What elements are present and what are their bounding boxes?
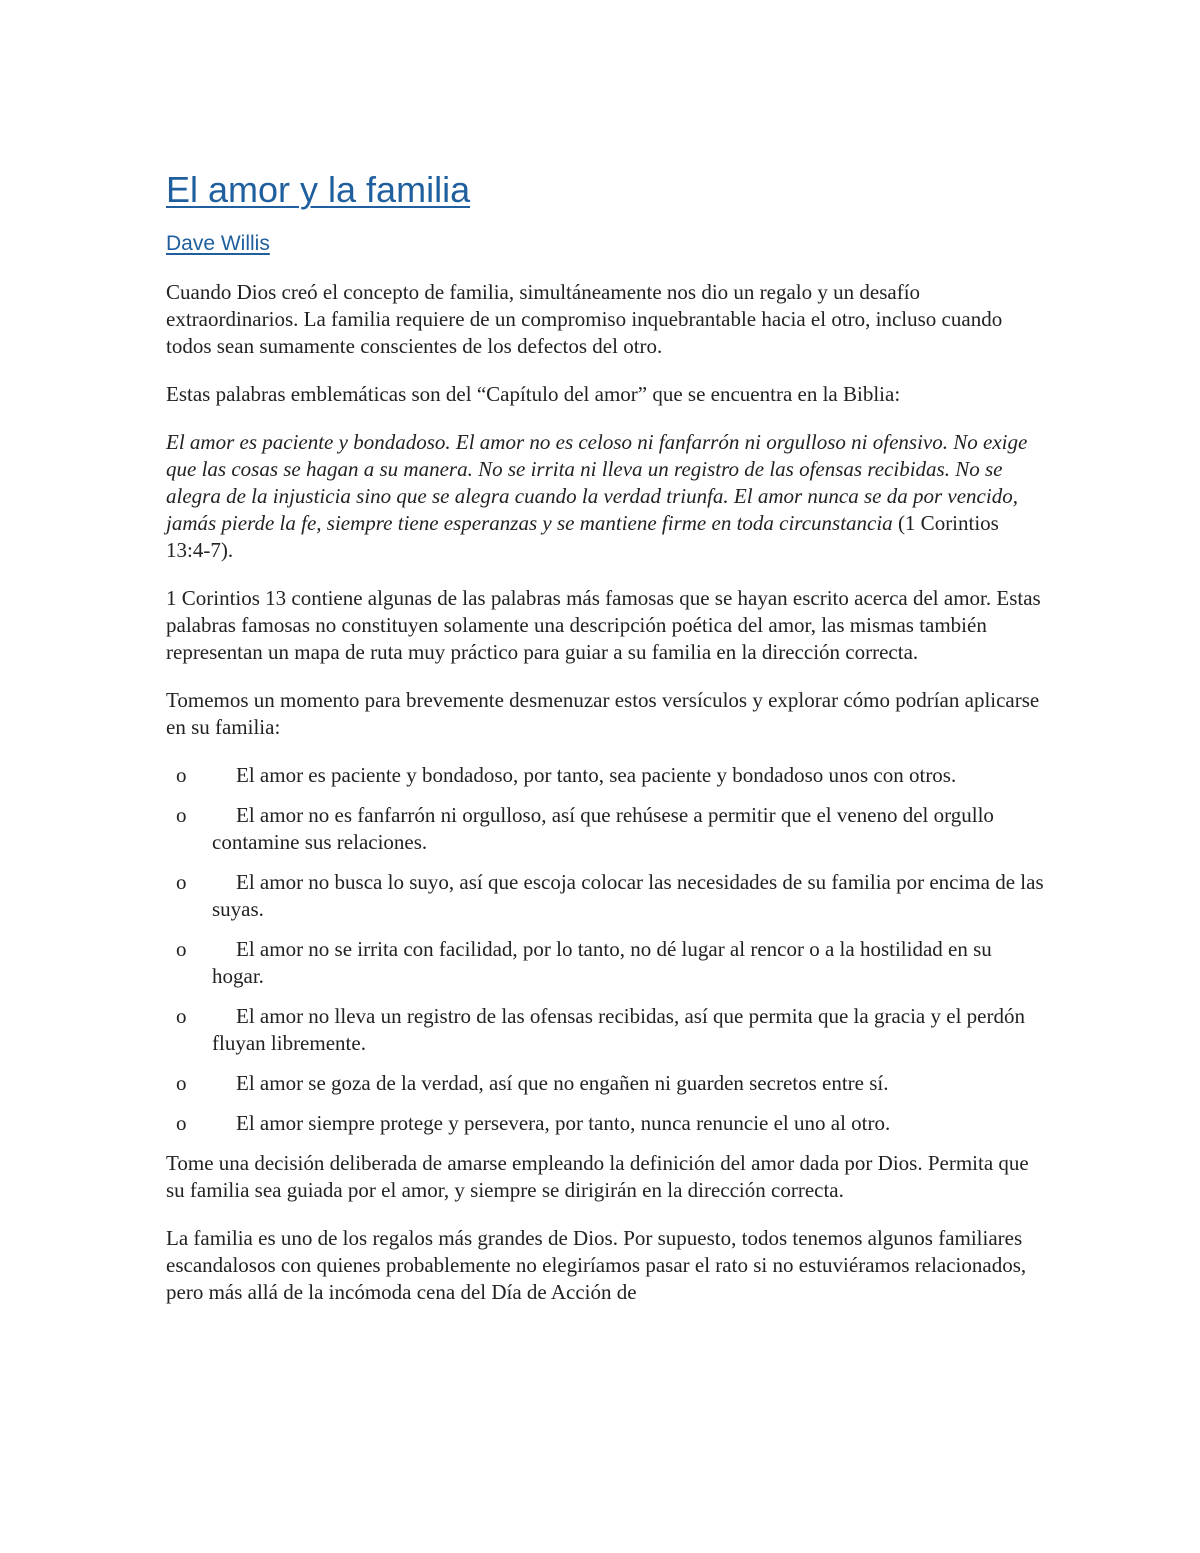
bible-quote-reference: (1 Corintios 13:4-7).: [166, 511, 999, 562]
bullet-icon: o: [176, 1004, 187, 1028]
author-link[interactable]: Dave Willis: [166, 232, 270, 255]
list-item: [166, 762, 1046, 789]
paragraph-verses-intro: Tomemos un momento para brevemente desmenuzar estos versículos y explorar cómo podrían aplicarse en su familia:: [166, 688, 1040, 739]
bullet-icon: o: [176, 1071, 187, 1095]
paragraph-decision: Tome una decisión deliberada de amarse empleando la definición del amor dada por Dios. Permita que su familia sea guiada por el amor, y siempre se dirigirán en la dirección correcta.: [166, 1151, 1029, 1202]
bullet-icon: o: [176, 1111, 187, 1135]
list-item-text: El amor no se irrita con facilidad, por lo tanto, no dé lugar al rencor o a la hostilidad en su hogar.: [212, 937, 992, 988]
bullet-icon: o: [176, 803, 187, 827]
list-item-text: El amor siempre protege y persevera, por tanto, nunca renuncie el uno al otro.: [236, 1111, 891, 1135]
paragraph-intro: Cuando Dios creó el concepto de familia, simultáneamente nos dio un regalo y un desafío extraordinarios. La familia requiere de un compromiso inquebrantable hacia el otro, incluso cuando todos sean sumamente conscientes de los defectos del otro.: [166, 280, 1003, 358]
list-item-text: El amor es paciente y bondadoso, por tanto, sea paciente y bondadoso unos con otros.: [236, 763, 957, 787]
list-item: [166, 802, 1046, 856]
list-item: [166, 1070, 1046, 1097]
bullet-icon: o: [176, 763, 187, 787]
bible-quote-text: El amor es paciente y bondadoso. El amor no es celoso ni fanfarrón ni orgulloso ni ofensivo. No exige que las cosas se hagan a su manera. No se irrita ni lleva un registro de las ofensas recibidas. No se alegra de la injusticia sino que se alegra cuando la verdad triunfa. El amor nunca se da por vencido, jamás pierde la fe, siempre tiene esperanzas y se mantiene firme en toda circunstancia: [166, 430, 1028, 535]
list-item: [166, 936, 1046, 990]
list-item: [166, 1003, 1046, 1057]
list-item-text: El amor no busca lo suyo, así que escoja colocar las necesidades de su familia por encima de las suyas.: [212, 870, 1044, 921]
paragraph-family-gift: La familia es uno de los regalos más grandes de Dios. Por supuesto, todos tenemos algunos familiares escandalosos con quienes probablemente no elegiríamos pasar el rato si no estuviéramos relacionados, pero más allá de la incómoda cena del Día de Acción de: [166, 1226, 1027, 1304]
document-title[interactable]: El amor y la familia: [166, 169, 471, 210]
document-page: [166, 168, 1046, 1327]
list-item-text: El amor se goza de la verdad, así que no engañen ni guarden secretos entre sí.: [236, 1071, 889, 1095]
list-item: [166, 1110, 1046, 1137]
paragraph-corinthians: 1 Corintios 13 contiene algunas de las palabras más famosas que se hayan escrito acerca del amor. Estas palabras famosas no constituyen solamente una descripción poética del amor, las mismas también representan un mapa de ruta muy práctico para guiar a su familia en la dirección correcta.: [166, 586, 1041, 664]
list-item-text: El amor no lleva un registro de las ofensas recibidas, así que permita que la gracia y el perdón fluyan libremente.: [212, 1004, 1025, 1055]
bullet-icon: o: [176, 937, 187, 961]
list-item: [166, 869, 1046, 923]
bullet-icon: o: [176, 870, 187, 894]
paragraph-chapter-intro: Estas palabras emblemáticas son del “Capítulo del amor” que se encuentra en la Biblia:: [166, 382, 901, 406]
list-item-text: El amor no es fanfarrón ni orgulloso, así que rehúsese a permitir que el veneno del orgullo contamine sus relaciones.: [212, 803, 994, 854]
bullet-list: [166, 762, 1046, 1137]
bible-quote: [166, 429, 1046, 564]
